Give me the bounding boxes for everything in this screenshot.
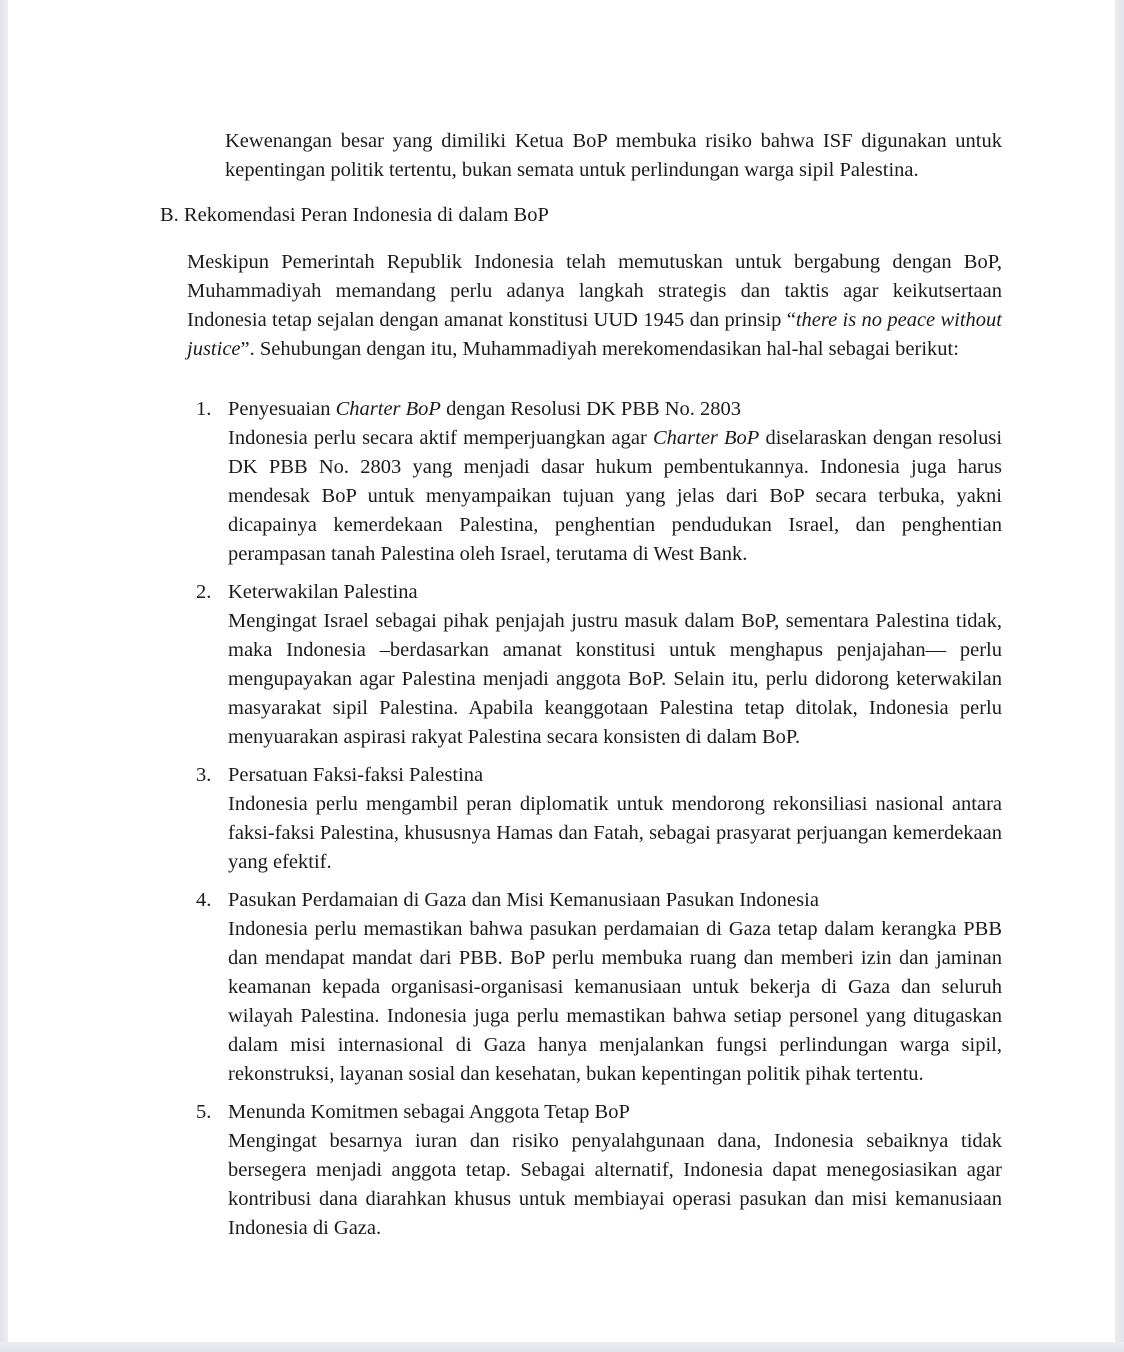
item-content — [228, 395, 1002, 569]
text-segment: Mengingat Israel sebagai pihak penjajah justru masuk dalam BoP, sementara Palestina tidak, maka Indonesia –berdasarkan amanat konstitusi untuk menghapus penjajahan— perlu mengupayakan agar Palestina menjadi anggota BoP. Selain itu, perlu didorong keterwakilan masyarakat sipil Palestina. Apabila keanggotaan Palestina tetap ditolak, Indonesia perlu menyuarakan aspirasi rakyat Palestina secara konsisten di dalam BoP. — [228, 610, 1002, 748]
page-edge-right — [1115, 0, 1124, 1352]
list-item — [160, 761, 1002, 877]
recommendation-list — [160, 395, 1002, 1243]
item-body — [228, 915, 1002, 1089]
text-segment: Penyesuaian — [228, 398, 336, 420]
item-number: 2. — [196, 581, 212, 603]
page-edge-left — [0, 0, 8, 1352]
section-heading: B. Rekomendasi Peran Indonesia di dalam BoP — [160, 204, 549, 226]
item-body — [228, 1127, 1002, 1243]
lead-paragraph: Kewenangan besar yang dimiliki Ketua BoP membuka risiko bahwa ISF digunakan untuk kepentingan politik tertentu, bukan semata untuk perlindungan warga sipil Palestina. — [225, 130, 1002, 181]
item-content — [228, 886, 1002, 1089]
item-title — [228, 578, 1002, 607]
text-segment: diselaraskan dengan resolusi DK PBB No. 2803 yang menjadi dasar hukum pembentukannya. Indonesia juga harus mendesak BoP untuk menyampaikan tujuan yang jelas dari BoP secara terbuka, yakni dicapainya kemerdekaan Palestina, penghentian pendudukan Israel, dan penghentian perampasan tanah Palestina oleh Israel, terutama di West Bank. — [228, 427, 1003, 565]
item-number: 1. — [196, 398, 212, 420]
text-segment: Indonesia perlu mengambil peran diplomatik untuk mendorong rekonsiliasi nasional antara faksi-faksi Palestina, khususnya Hamas dan Fatah, sebagai prasyarat perjuangan kemerdekaan yang efektif. — [228, 793, 1002, 873]
intro-paragraph — [187, 248, 1002, 364]
item-title — [228, 1098, 1002, 1127]
text-segment: Indonesia perlu memastikan bahwa pasukan perdamaian di Gaza tetap dalam kerangka PBB dan mendapat mandat dari PBB. BoP perlu membuka ruang dan memberi izin dan jaminan keamanan kepada organisasi-organisasi kemanusiaan untuk bekerja di Gaza dan seluruh wilayah Palestina. Indonesia juga perlu memastikan bahwa setiap personel yang ditugaskan dalam misi internasional di Gaza hanya menjalankan fungsi perlindungan warga sipil, rekonstruksi, layanan sosial dan kesehatan, bukan kepentingan politik pihak tertentu. — [228, 918, 1002, 1085]
text-segment: Persatuan Faksi-faksi Palestina — [228, 764, 484, 786]
list-item — [160, 578, 1002, 752]
italic-text-segment: Charter BoP — [335, 398, 441, 420]
list-item — [160, 1098, 1002, 1243]
list-item — [160, 395, 1002, 569]
list-item — [160, 886, 1002, 1089]
item-body — [228, 424, 1002, 569]
italic-text-segment: Charter BoP — [652, 427, 760, 449]
text-segment: Keterwakilan Palestina — [228, 581, 418, 603]
item-title — [228, 886, 1002, 915]
document-page — [160, 127, 1002, 1252]
text-segment: Indonesia perlu secara aktif memperjuangkan agar — [228, 427, 653, 449]
item-content — [228, 761, 1002, 877]
text-segment: Mengingat besarnya iuran dan risiko penyalahgunaan dana, Indonesia sebaiknya tidak bersegera menjadi anggota tetap. Sebagai alternatif, Indonesia dapat menegosiasikan agar kontribusi dana diarahkan khusus untuk membiayai operasi pasukan dan misi kemanusiaan Indonesia di Gaza. — [228, 1130, 1002, 1239]
item-number: 4. — [196, 889, 212, 911]
item-body — [228, 607, 1002, 752]
italic-text-segment: there is no peace without justice — [187, 309, 1002, 360]
text-segment: ”. Sehubungan dengan itu, Muhammadiyah merekomendasikan hal-hal sebagai berikut: — [240, 338, 959, 360]
item-body — [228, 790, 1002, 877]
item-title — [228, 395, 1002, 424]
page-edge-bottom — [0, 1342, 1124, 1352]
text-segment: dengan Resolusi DK PBB No. 2803 — [440, 398, 742, 420]
item-content — [228, 1098, 1002, 1243]
text-segment: Pasukan Perdamaian di Gaza dan Misi Kemanusiaan Pasukan Indonesia — [228, 889, 819, 911]
item-number: 3. — [196, 764, 212, 786]
text-segment: Meskipun Pemerintah Republik Indonesia telah memutuskan untuk bergabung dengan BoP, Muhammadiyah memandang perlu adanya langkah strategis dan taktis agar keikutsertaan Indonesia tetap sejalan dengan amanat konstitusi UUD 1945 dan prinsip “ — [187, 251, 1002, 331]
item-title — [228, 761, 1002, 790]
item-content — [228, 578, 1002, 752]
item-number: 5. — [196, 1101, 212, 1123]
text-segment: Menunda Komitmen sebagai Anggota Tetap BoP — [228, 1101, 630, 1123]
